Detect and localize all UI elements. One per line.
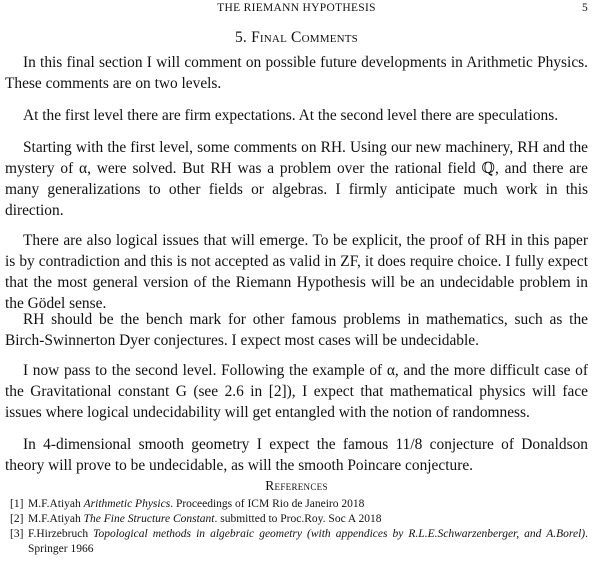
running-title: THE RIEMANN HYPOTHESIS [217, 2, 376, 14]
section-number: 5. [234, 29, 248, 46]
reference-title: Topological methods in algebraic geometry (with appendices by R.L.E.Schwarzenberger, and A.Borel) [93, 528, 586, 540]
reference-number: [1] [10, 498, 24, 510]
reference-number: [3] [10, 528, 24, 540]
paragraph-5: RH should be the bench mark for other famous problems in mathematics, such as the Birch-Swinnerton Dyer conjectures. I expect most cases will be undecidable. [5, 311, 588, 349]
reference-item [5, 527, 588, 557]
paragraph-1: In this final section I will comment on possible future developments in Arithmetic Physics. These comments are on two levels. [5, 54, 588, 92]
reference-details: . Springer 1966 [28, 528, 588, 555]
reference-number: [2] [10, 513, 24, 525]
reference-details: . submitted to Proc.Roy. Soc A 2018 [214, 513, 382, 525]
reference-title: The Fine Structure Constant [83, 513, 215, 525]
paragraph-2: At the first level there are firm expectations. At the second level there are speculations. [23, 107, 559, 124]
reference-item [5, 497, 588, 512]
paragraph-7: In 4-dimensional smooth geometry I expect the famous 11/8 conjecture of Donaldson theory will prove to be undecidable, as will the smooth Poincare conjecture. [5, 436, 588, 474]
section-heading [5, 29, 588, 47]
running-head [5, 2, 588, 18]
reference-author: M.F.Atiyah [28, 513, 84, 525]
paragraph-3: Starting with the first level, some comments on RH. Using our new machinery, RH and the mystery of α, were solved. But RH was a problem over the rational field ℚ, and there are many generalizations to other fields or algebras. I firmly anticipate much work in this direction. [5, 139, 588, 219]
reference-details: . Proceedings of ICM Rio de Janeiro 2018 [170, 498, 365, 510]
page-number: 5 [581, 2, 588, 14]
reference-author: M.F.Atiyah [28, 498, 84, 510]
paper-page [5, 0, 588, 563]
reference-item [5, 512, 588, 527]
reference-list [5, 497, 588, 557]
section-title: Final Comments [251, 29, 359, 46]
reference-title: Arithmetic Physics [83, 498, 171, 510]
reference-author: F.Hirzebruch [28, 528, 94, 540]
paragraph-6: I now pass to the second level. Following the example of α, and the more difficult case of the Gravitational constant G (see 2.6 in [2]), I expect that mathematical physics will face issues where logical undecidability will get entangled with the notion of randomness. [5, 362, 588, 421]
references-heading: References [265, 478, 328, 493]
paragraph-4: There are also logical issues that will emerge. To be explicit, the proof of RH in this paper is by contradiction and this is not accepted as valid in ZF, it does require choice. I fully expect that the most general version of the Riemann Hypothesis will be an undecidable problem in the Gödel sense. [5, 232, 588, 312]
